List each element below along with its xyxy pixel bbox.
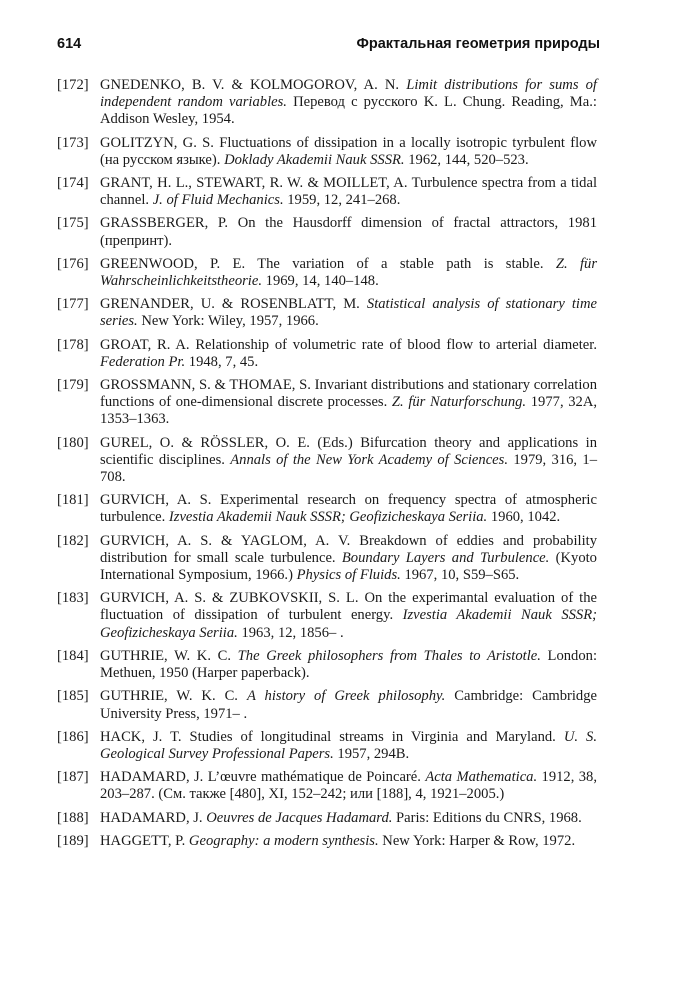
reference-number: [182] (57, 532, 89, 549)
reference-journal: J. of Fluid Mechanics. (152, 192, 284, 209)
reference-text (100, 135, 597, 169)
reference-authors: GOLITZYN, G. S. (100, 134, 214, 151)
reference-text (100, 590, 597, 642)
reference-details: Paris: Editions du CNRS, 1968. (396, 809, 582, 826)
reference-entry (57, 337, 597, 371)
reference-authors: HADAMARD, J. (100, 769, 204, 786)
running-title: Фрактальная геометрия природы (356, 36, 600, 52)
reference-journal: Izvestia Akademii Nauk SSSR; Geofizicheskaya Seriia. (168, 509, 488, 526)
reference-details: New York: Harper & Row, 1972. (382, 832, 576, 849)
reference-text (100, 377, 597, 429)
reference-authors: GROAT, R. A. (100, 336, 190, 353)
reference-authors: GURVICH, A. S. & ZUBKOVSKII, S. L. (100, 590, 359, 607)
reference-text (100, 215, 597, 249)
reference-details: 1948, 7, 45. (188, 353, 259, 370)
reference-article-title: Turbulence spectra from a tidal channel. (100, 175, 597, 209)
reference-number: [175] (57, 215, 89, 232)
reference-details: Перевод с русского K. L. Chung. Reading, Ma.: Addison Wesley, 1954. (100, 94, 597, 128)
reference-text (100, 175, 597, 209)
reference-book-title: Limit distributions for sums of independent random variables. (100, 77, 597, 111)
reference-details: 1977, 32A, 1353–1363. (100, 394, 598, 428)
reference-details: 1957, 294B. (337, 745, 410, 762)
reference-article-title: On the Hausdorff dimension of fractal attractors, 1981 (препринт). (100, 215, 597, 249)
reference-book-title: A history of Greek philosophy. (246, 688, 446, 705)
reference-journal: Izvestia Akademii Nauk SSSR; Geofizicheskaya Seriia. (100, 607, 597, 641)
reference-entry (57, 296, 597, 330)
reference-number: [183] (57, 590, 89, 607)
reference-entry (57, 769, 597, 803)
reference-text (100, 688, 597, 722)
reference-entry (57, 810, 597, 827)
reference-entry (57, 215, 597, 249)
reference-details: 1962, 144, 520–523. (408, 151, 529, 168)
reference-text (100, 296, 597, 330)
reference-article-title: Experimental research on frequency spectra of atmospheric turbulence. (100, 492, 597, 526)
reference-authors: GUTHRIE, W. K. C. (100, 647, 232, 664)
reference-text (100, 337, 597, 371)
reference-details: 1979, 316, 1–708. (100, 451, 597, 486)
reference-number: [188] (57, 809, 89, 826)
reference-number: [184] (57, 647, 89, 664)
page-header (57, 36, 600, 56)
reference-details: Cambridge: Cambridge University Press, 1971– . (100, 688, 598, 722)
reference-authors: GUREL, O. & RÖSSLER, O. E. (Eds.) (100, 434, 353, 451)
reference-journal: Federation Pr. (100, 353, 186, 370)
reference-number: [177] (57, 296, 89, 313)
reference-text (100, 810, 597, 827)
reference-article-title: Fluctuations of dissipation in a locally isotropic tyrbulent flow (на русском языке). (100, 134, 597, 168)
reference-details: New York: Wiley, 1957, 1966. (141, 313, 319, 330)
reference-number: [181] (57, 492, 89, 509)
reference-text (100, 435, 597, 487)
reference-number: [185] (57, 688, 89, 705)
reference-entry (57, 135, 597, 169)
reference-article-title: Relationship of volumetric rate of blood flow to arterial diameter. (195, 336, 597, 353)
reference-number: [187] (57, 769, 89, 786)
reference-entry (57, 688, 597, 722)
reference-article-title: Breakdown of eddies and probability distribution for small scale turbulence. (100, 532, 597, 566)
reference-details: 1959, 12, 241–268. (287, 192, 401, 209)
reference-article-title: The variation of a stable path is stable. (257, 255, 544, 272)
reference-number: [178] (57, 336, 89, 353)
reference-entry (57, 729, 597, 763)
reference-details: London: Methuen, 1950 (Harper paperback). (100, 647, 598, 682)
reference-details: 1960, 1042. (490, 509, 561, 526)
reference-authors: GNEDENKO, B. V. & KOLMOGOROV, A. N. (100, 77, 400, 93)
reference-book-title: Oeuvres de Jacques Hadamard. (206, 809, 393, 826)
reference-journal: U. S. Geological Survey Professional Papers. (100, 728, 597, 762)
reference-number: [189] (57, 832, 89, 849)
page-number: 614 (57, 36, 82, 52)
reference-number: [172] (57, 77, 89, 93)
reference-entry (57, 175, 597, 209)
reference-article-title: Invariant distributions and stationary correlation functions of one-dimensional discrete processes. (100, 377, 597, 411)
reference-authors: GURVICH, A. S. & YAGLOM, A. V. (100, 532, 351, 549)
reference-journal: Acta Mathematica. (425, 769, 538, 786)
reference-text (100, 77, 597, 129)
reference-text (100, 492, 597, 526)
reference-article-title: Studies of longitudinal streams in Virginia and Maryland. (189, 728, 556, 745)
reference-journal: Physics of Fluids. (296, 567, 401, 584)
reference-article-title: On the experimantal evaluation of the fluctuation of dissipation of turbulent energy. (100, 590, 597, 624)
reference-number: [174] (57, 175, 89, 192)
reference-details: 1969, 14, 140–148. (265, 273, 379, 290)
reference-authors: GROSSMANN, S. & THOMAE, S. (100, 377, 311, 394)
reference-number: [173] (57, 134, 89, 151)
reference-authors: GRANT, H. L., STEWART, R. W. & MOILLET, A. (100, 175, 408, 192)
reference-journal: Annals of the New York Academy of Sciences. (230, 451, 508, 468)
reference-text (100, 533, 597, 585)
reference-entry (57, 492, 597, 526)
reference-number: [179] (57, 377, 89, 394)
reference-details: 1963, 12, 1856– . (241, 624, 344, 641)
reference-note: (Kyoto International Symposium, 1966.) (100, 549, 597, 584)
reference-journal: Z. für Naturforschung. (391, 394, 527, 411)
reference-text (100, 729, 597, 763)
reference-authors: GURVICH, A. S. (100, 492, 212, 509)
reference-entry (57, 77, 597, 129)
reference-details: 1912, 38, 203–287. (См. также [480], XI, 152–242; или [188], 4, 1921–2005.) (100, 769, 597, 803)
reference-text (100, 648, 597, 682)
reference-number: [186] (57, 728, 89, 745)
reference-book-title: Geography: a modern synthesis. (188, 832, 379, 849)
reference-entry (57, 833, 597, 850)
reference-book-title: Statistical analysis of stationary time series. (100, 296, 597, 330)
reference-entry (57, 435, 597, 487)
reference-journal: Boundary Layers and Turbulence. (341, 549, 550, 566)
reference-text (100, 256, 597, 290)
reference-article-title: L’œuvre mathématique de Poincaré. (207, 769, 421, 786)
reference-entry (57, 377, 597, 429)
reference-article-title: Bifurcation theory and applications in scientific disciplines. (100, 434, 597, 468)
reference-authors: GRENANDER, U. & ROSENBLATT, M. (100, 296, 360, 313)
reference-details: 1967, 10, S59–S65. (404, 567, 520, 584)
reference-text (100, 769, 597, 803)
reference-entry (57, 590, 597, 642)
reference-authors: GREENWOOD, P. E. (100, 255, 246, 272)
reference-journal: Doklady Akademii Nauk SSSR. (224, 151, 405, 168)
reference-authors: HAGGETT, P. (100, 832, 186, 849)
reference-list (57, 77, 597, 856)
reference-number: [180] (57, 434, 89, 451)
reference-authors: GUTHRIE, W. K. C. (100, 688, 238, 705)
reference-entry (57, 256, 597, 290)
reference-authors: HACK, J. T. (100, 728, 182, 745)
reference-text (100, 833, 597, 850)
reference-authors: HADAMARD, J. (100, 809, 203, 826)
reference-authors: GRASSBERGER, P. (100, 215, 229, 232)
reference-entry (57, 533, 597, 585)
reference-book-title: The Greek philosophers from Thales to Aristotle. (237, 647, 541, 664)
reference-entry (57, 648, 597, 682)
reference-journal: Z. für Wahrscheinlichkeitstheorie. (100, 255, 597, 290)
reference-number: [176] (57, 255, 89, 272)
